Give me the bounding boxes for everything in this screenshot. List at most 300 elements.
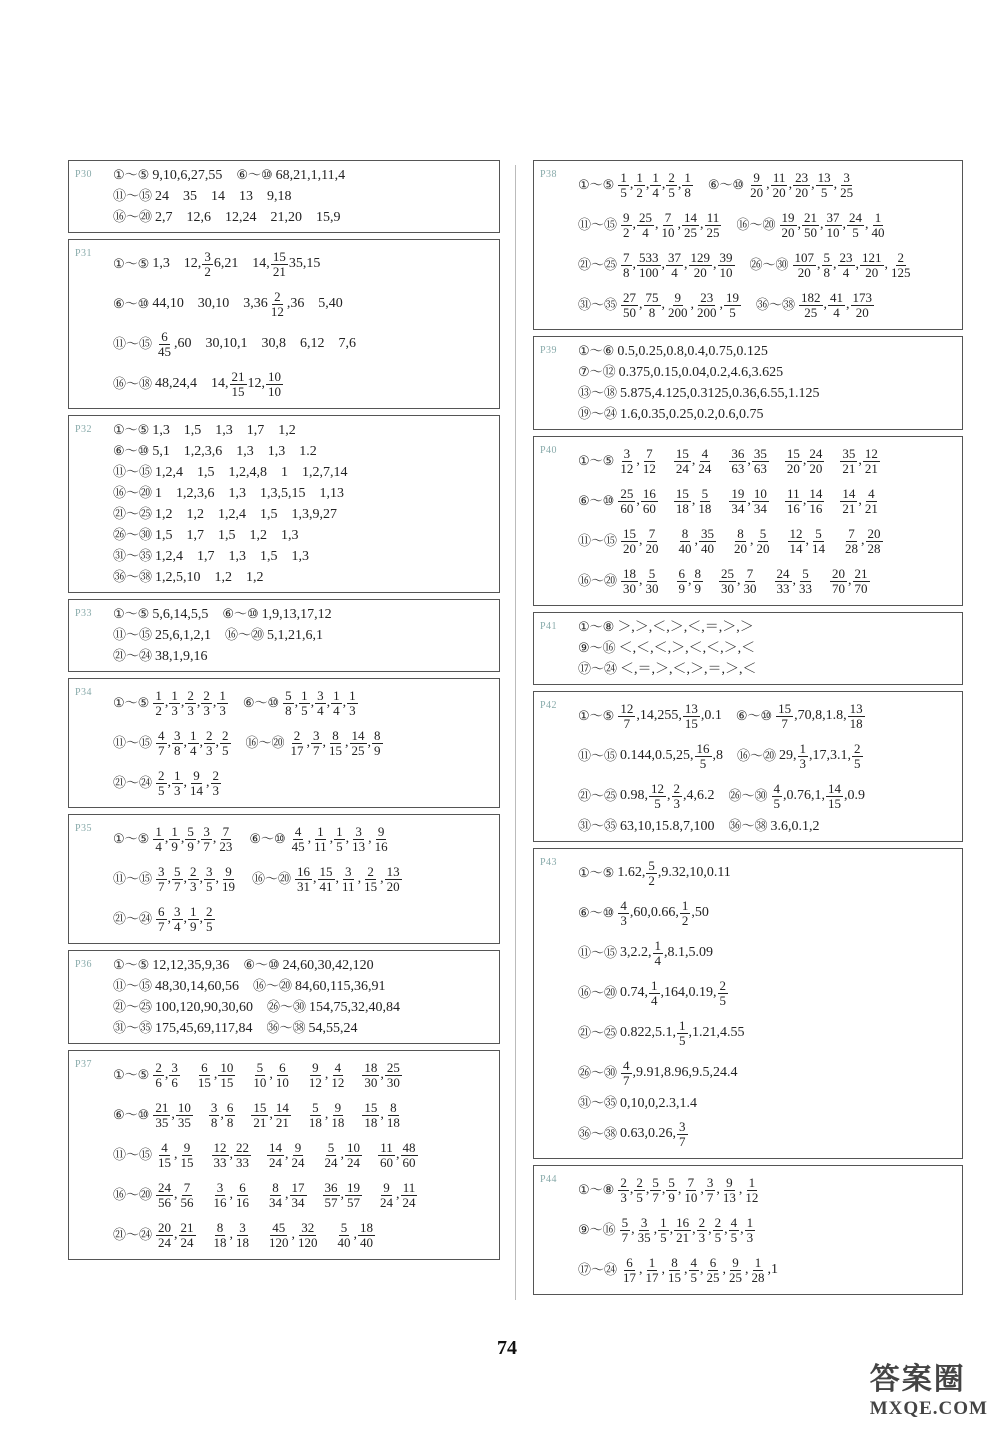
numerator: 18 [360, 1219, 374, 1235]
denominator: 7 [652, 1189, 659, 1205]
numerator: 5 [285, 687, 292, 703]
fraction [683, 702, 700, 730]
denominator: 24 [324, 1154, 338, 1170]
page-ref-label: P30 [75, 169, 93, 180]
denominator: 4 [317, 702, 324, 718]
answer-segment [578, 251, 736, 279]
fraction [153, 1101, 170, 1129]
answer-text: , [220, 1107, 224, 1123]
answer-row [578, 1250, 956, 1290]
denominator: 5 [206, 918, 213, 934]
answer-segment [113, 825, 235, 853]
answer-text: , [353, 1227, 358, 1243]
answer-text: 24,60,30,42,120 [282, 957, 374, 973]
denominator: 35 [637, 1229, 651, 1245]
denominator: 16 [809, 500, 823, 516]
answer-text [770, 453, 784, 468]
answer-segment [225, 628, 323, 643]
answer-text [815, 573, 829, 588]
fraction [312, 825, 329, 853]
fraction [748, 171, 765, 199]
numerator: 1 [636, 169, 643, 185]
denominator: 30 [743, 580, 757, 596]
answer-block [533, 336, 963, 430]
answer-segment [578, 171, 694, 199]
answer-text: , [811, 177, 815, 193]
denominator: 17 [623, 1269, 637, 1285]
denominator: 28 [751, 1269, 765, 1285]
numerator: 14 [269, 1139, 283, 1155]
denominator: 7 [158, 742, 165, 758]
numerator: 1 [171, 687, 178, 703]
fraction [621, 291, 638, 319]
numerator: 2 [698, 1214, 706, 1230]
denominator: 5 [773, 795, 781, 811]
question-range: ①～⑤ [113, 830, 150, 846]
numerator: 36 [731, 445, 745, 461]
numerator: 25 [386, 1059, 400, 1075]
numerator: 18 [623, 565, 637, 581]
fraction [618, 702, 635, 730]
fraction [682, 1176, 699, 1204]
denominator: 13 [352, 838, 366, 854]
fraction [290, 1181, 307, 1209]
denominator: 10 [268, 383, 282, 399]
answer-text: 84,60,115,36,91 [295, 978, 386, 994]
denominator: 11 [314, 838, 327, 854]
numerator: 5 [823, 249, 831, 265]
fraction [644, 1256, 661, 1284]
denominator: 4 [333, 702, 340, 718]
numerator: 2 [854, 740, 861, 756]
numerator: 13 [684, 700, 698, 716]
numerator: 4 [294, 823, 302, 839]
fraction [283, 689, 294, 717]
answer-text: , [212, 695, 217, 711]
numerator: 2 [212, 767, 220, 783]
question-range: ⑪～⑮ [113, 734, 153, 750]
answer-segment [729, 782, 866, 810]
fraction [743, 1176, 760, 1204]
question-range: ⑪～⑮ [113, 870, 153, 886]
numerator: 3 [206, 863, 213, 879]
page-ref-label: P37 [75, 1059, 93, 1070]
fraction [697, 1216, 708, 1244]
numerator: 21 [804, 209, 818, 225]
answer-text: 38,1,9,16 [155, 648, 208, 664]
denominator: 20 [750, 184, 764, 200]
numerator: 5 [648, 857, 655, 873]
answer-segment [113, 290, 343, 318]
numerator: 1 [620, 169, 627, 185]
numerator: 21 [854, 565, 868, 581]
denominator: 6 [155, 1074, 162, 1090]
numerator: 21 [231, 368, 245, 384]
denominator: 70 [832, 580, 846, 596]
answer-segment [578, 487, 881, 515]
fraction [323, 1181, 340, 1209]
fraction [251, 1101, 268, 1129]
answer-segment [578, 1216, 756, 1244]
denominator: 40 [871, 224, 885, 240]
denominator: 35 [155, 1114, 169, 1130]
fraction [677, 1019, 688, 1047]
answer-text: , [691, 453, 696, 469]
denominator: 12 [308, 1074, 322, 1090]
numerator: 14 [809, 485, 823, 501]
numerator: 3 [313, 727, 320, 743]
question-range: ⑯～⑳ [578, 572, 618, 588]
numerator: 19 [726, 289, 740, 305]
fraction [843, 527, 860, 555]
answer-text: 1.6,0.35,0.25,0.2,0.6,0.75 [620, 406, 764, 422]
numerator: 35 [842, 445, 856, 461]
denominator: 40 [701, 540, 715, 556]
fraction [225, 1101, 236, 1129]
denominator: 50 [623, 304, 637, 320]
denominator: 33 [213, 1154, 227, 1170]
fraction [828, 291, 845, 319]
answer-segment [578, 365, 783, 380]
numerator: 4 [620, 897, 627, 913]
numerator: 1 [219, 687, 226, 703]
numerator: 6 [678, 565, 686, 581]
answer-row [578, 1053, 956, 1093]
answer-text: , [215, 871, 220, 887]
question-range: ⑯～⑳ [113, 1186, 153, 1202]
answer-segment [113, 444, 317, 459]
answer-text: 5,1,21,6,1 [267, 627, 324, 643]
answer-text: 1,2,4 1,5 1,2,4,8 1 1,2,7,14 [155, 464, 348, 480]
fraction [666, 171, 677, 199]
answer-text: , [629, 1182, 634, 1198]
question-range: ⑯～⑳ [113, 485, 153, 501]
numerator: 7 [648, 525, 656, 541]
answer-segment [243, 689, 359, 717]
denominator: 8 [174, 742, 181, 758]
answer-segment [113, 528, 299, 543]
fraction [153, 1061, 164, 1089]
answer-block [533, 612, 963, 685]
fraction [179, 1221, 196, 1249]
denominator: 2 [155, 702, 162, 718]
answer-text: , [677, 217, 682, 233]
answer-lines [578, 441, 956, 601]
answer-row [578, 1170, 956, 1210]
answer-text: ,17,3.1, [809, 748, 852, 764]
denominator: 35 [177, 1114, 191, 1130]
fraction [649, 782, 666, 810]
page-ref-label: P34 [75, 687, 93, 698]
answer-row [578, 816, 956, 837]
answer-segment [113, 628, 211, 643]
fraction [729, 447, 746, 475]
answer-lines [113, 165, 493, 228]
answer-segment [267, 1000, 400, 1015]
numerator: 41 [830, 289, 844, 305]
answer-text: , [335, 871, 340, 887]
answer-text: , [322, 735, 327, 751]
denominator: 21 [676, 1229, 690, 1245]
fraction [802, 211, 819, 239]
numerator: 2 [190, 863, 197, 879]
fraction [750, 1256, 767, 1284]
question-range: ⑯～⑳ [737, 747, 777, 763]
fraction [840, 487, 857, 515]
denominator: 10 [826, 224, 840, 240]
numerator: 3 [204, 248, 211, 264]
answer-text: , [802, 453, 807, 469]
numerator: 4 [773, 780, 781, 796]
answer-lines [578, 853, 956, 1154]
question-range: ⑨～⑯ [578, 640, 616, 656]
denominator: 4 [652, 184, 659, 200]
numerator: 5 [815, 525, 822, 541]
denominator: 5 [690, 1269, 698, 1285]
denominator: 56 [180, 1194, 194, 1210]
denominator: 63 [753, 460, 767, 476]
denominator: 7 [706, 1189, 714, 1205]
question-range: ⑥～⑩ [578, 904, 615, 920]
numerator: 12 [620, 700, 634, 716]
answer-text: 1,3 12, [152, 256, 202, 272]
answer-text: , [667, 788, 671, 804]
denominator: 34 [731, 500, 745, 516]
answer-segment [736, 702, 866, 730]
answer-text [236, 1107, 250, 1122]
denominator: 14 [190, 782, 204, 798]
answer-row [578, 341, 956, 362]
question-range: ⑥～⑩ [113, 295, 150, 311]
denominator: 15 [180, 1154, 194, 1170]
fraction [307, 1101, 324, 1129]
numerator: 3 [640, 1214, 648, 1230]
denominator: 15 [329, 742, 343, 758]
denominator: 20 [797, 264, 811, 280]
fraction [156, 769, 167, 797]
numerator: 15 [623, 525, 637, 541]
fraction [853, 567, 870, 595]
answer-row [578, 1114, 956, 1154]
fraction [267, 1181, 284, 1209]
answer-text: , [745, 1262, 749, 1278]
answer-text: , [285, 1187, 289, 1203]
fraction [230, 370, 247, 398]
fraction [826, 782, 843, 810]
answer-text: , [183, 871, 188, 887]
numerator: 7 [848, 525, 855, 541]
denominator: 18 [331, 1114, 345, 1130]
question-range: ⑥～⑩ [578, 492, 615, 508]
question-range: ⑥～⑩ [249, 830, 286, 846]
fraction [296, 1221, 320, 1249]
fraction [212, 1181, 229, 1209]
numerator: 4 [161, 1139, 168, 1155]
denominator: 11 [342, 878, 355, 894]
answer-text: , [690, 297, 695, 313]
answer-text: , [719, 297, 724, 313]
question-range: ㊱～㊳ [728, 818, 768, 834]
numerator: 6 [201, 1059, 208, 1075]
answer-text: , [661, 1262, 666, 1278]
denominator: 20 [772, 184, 786, 200]
fraction [705, 1256, 722, 1284]
question-range: ㊱～㊳ [113, 569, 153, 585]
answer-segment [578, 211, 723, 239]
answer-segment [252, 865, 403, 893]
answer-row [578, 285, 956, 325]
numerator: 1 [746, 1214, 754, 1230]
numerator: 9 [623, 209, 630, 225]
answer-text: 48,30,14,60,56 [155, 978, 240, 994]
fraction [752, 487, 769, 515]
answer-text: ＞,＞,＜,＞,＜,＝,＞,＞ [617, 619, 754, 635]
answer-text [662, 573, 676, 588]
denominator: 3 [799, 755, 807, 771]
question-range: ⑪～⑮ [113, 1146, 153, 1162]
denominator: 2 [204, 263, 211, 279]
answer-row [113, 625, 493, 646]
denominator: 4 [651, 992, 658, 1008]
answer-text [714, 493, 728, 508]
denominator: 5 [679, 1032, 686, 1048]
question-range: ①～⑤ [113, 167, 150, 183]
question-range: ①～⑧ [578, 619, 615, 635]
answer-text: 5,1 1,2,3,6 1,3 1,3 1.2 [152, 443, 317, 459]
numerator: 21 [180, 1219, 194, 1235]
fraction [345, 1141, 362, 1169]
fraction [311, 729, 322, 757]
answer-text: 1,9,13,17,12 [261, 606, 332, 622]
denominator: 40 [337, 1234, 351, 1250]
fraction [718, 251, 735, 279]
answer-text [773, 533, 787, 548]
page-ref-label: P44 [540, 1174, 558, 1185]
numerator: 1 [155, 687, 162, 703]
numerator: 1 [648, 1254, 656, 1270]
numerator: 9 [383, 1179, 390, 1195]
answer-text: , [716, 1182, 720, 1198]
numerator: 9 [294, 1139, 302, 1155]
denominator: 10 [661, 224, 675, 240]
answer-row [578, 736, 956, 776]
answer-text [659, 493, 673, 508]
fraction [347, 689, 358, 717]
question-range: ㉖～㉚ [267, 999, 307, 1015]
fraction [696, 487, 713, 515]
answer-segment [113, 649, 208, 664]
denominator: 24 [675, 460, 689, 476]
denominator: 20 [386, 878, 400, 894]
answer-text: , [345, 735, 349, 751]
denominator: 15 [684, 715, 698, 731]
fraction [775, 567, 792, 595]
watermark-logo [870, 1354, 988, 1420]
answer-text: , [340, 1187, 345, 1203]
answer-segment [113, 168, 222, 183]
denominator: 3 [190, 878, 197, 894]
fraction [705, 1176, 716, 1204]
numerator: 1 [155, 823, 162, 839]
fraction [618, 447, 635, 475]
answer-segment [222, 607, 331, 622]
answer-segment [113, 250, 320, 278]
question-range: ①～⑧ [578, 1181, 615, 1197]
denominator: 21 [842, 500, 856, 516]
answer-row [578, 165, 956, 205]
denominator: 30 [721, 580, 735, 596]
answer-row [578, 205, 956, 245]
fraction [204, 865, 215, 893]
fraction [666, 1256, 683, 1284]
answer-text: 0.74, [620, 985, 649, 1001]
numerator: 1 [174, 767, 181, 783]
numerator: 23 [795, 169, 809, 185]
answer-row [113, 284, 493, 324]
answer-row [578, 561, 956, 601]
answer-segment [578, 662, 757, 677]
fraction [793, 251, 817, 279]
denominator: 7 [621, 1229, 629, 1245]
answer-text: , [884, 257, 889, 273]
denominator: 6 [171, 1074, 178, 1090]
denominator: 2 [623, 224, 630, 240]
answer-lines [578, 165, 956, 325]
answer-text: , [167, 735, 172, 751]
answer-segment [253, 979, 386, 994]
numerator: 3 [210, 1099, 218, 1115]
answer-text: , [747, 493, 751, 509]
fraction [212, 1221, 229, 1249]
denominator: 20 [865, 264, 879, 280]
question-range: ①～⑤ [578, 452, 615, 468]
fraction [666, 291, 690, 319]
numerator: 1 [748, 1174, 756, 1190]
fraction [331, 689, 342, 717]
fraction [621, 567, 638, 595]
answer-text: 1 1,2,3,6 1,3 1,3,5,15 1,13 [155, 485, 345, 501]
numerator: 2 [668, 169, 675, 185]
numerator: 22 [236, 1139, 250, 1155]
answer-text: 3.6,0.1,2 [770, 818, 820, 834]
answer-text: , [324, 1067, 329, 1083]
answer-row [113, 723, 493, 763]
answer-lines [578, 617, 956, 680]
denominator: 18 [364, 1114, 378, 1130]
page-ref-label: P39 [540, 345, 558, 356]
answer-text: , [380, 871, 384, 887]
answer-text: 1.62, [617, 865, 646, 881]
denominator: 9 [190, 918, 197, 934]
numerator: 10 [347, 1139, 361, 1155]
answer-text: , [669, 1222, 674, 1238]
numerator: 11 [380, 1139, 393, 1155]
answer-text: , [724, 1222, 728, 1238]
answer-text: , [199, 735, 204, 751]
denominator: 5 [714, 1229, 722, 1245]
answer-text: 54,55,24 [308, 1020, 358, 1036]
answer-row [113, 546, 493, 567]
answer-segment [578, 567, 871, 595]
question-range: ⑰～㉔ [578, 1261, 618, 1277]
fraction [179, 1141, 196, 1169]
denominator: 28 [867, 540, 881, 556]
numerator: 15 [675, 485, 689, 501]
denominator: 60 [642, 500, 656, 516]
answer-block [68, 1050, 500, 1260]
answer-row [578, 245, 956, 285]
answer-row [113, 186, 493, 207]
